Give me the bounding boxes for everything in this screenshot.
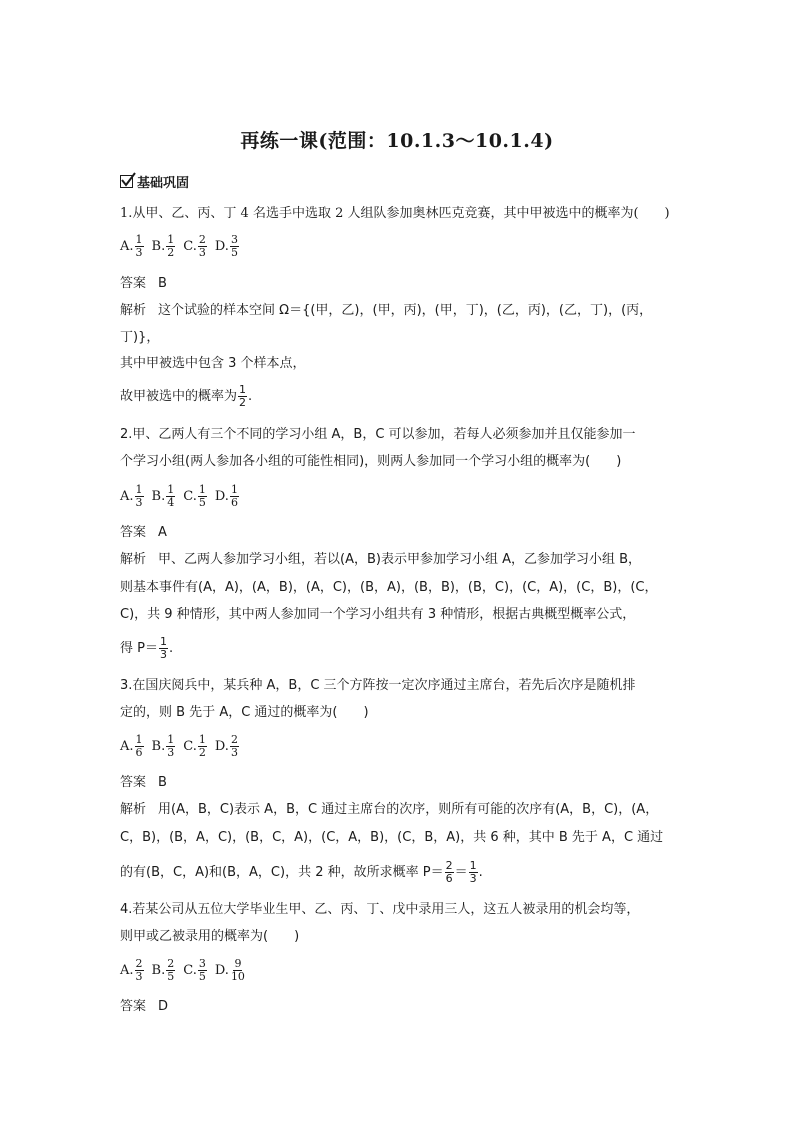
q1-option-d: D. $\frac{3}{5}$ xyxy=(214,233,238,259)
q1-analysis-line-1: 解析 这个试验的样本空间 Ω＝{(甲，乙)，(甲，丙)，(甲，丁)，(乙，丙)，(乙，丁)，(丙， xyxy=(120,303,653,318)
q1-answer: 答案 B xyxy=(120,276,167,291)
q1-option-a: A. $\frac{1}{3}$ xyxy=(120,233,143,259)
q3-option-c: C. $\frac{1}{2}$ xyxy=(183,733,206,759)
q3-answer: 答案 B xyxy=(120,775,167,790)
q4-option-d: D. $\frac{9}{10}$ xyxy=(214,957,245,983)
q1-option-b: B. $\frac{1}{2}$ xyxy=(151,233,175,259)
section-header xyxy=(120,172,189,191)
q3-stem-line-2: 定的，则 B 先于 A，C 通过的概率为( ) xyxy=(120,705,369,720)
q2-analysis-line-1: 解析 甲、乙两人参加学习小组，若以(A，B)表示甲参加学习小组 A，乙参加学习小组 B， xyxy=(120,552,642,567)
q4-option-c: C. $\frac{3}{5}$ xyxy=(183,957,206,983)
q2-option-a: A. $\frac{1}{3}$ xyxy=(120,483,143,509)
q2-stem-line-2: 个学习小组(两人参加各小组的可能性相同)，则两人参加同一个学习小组的概率为( ) xyxy=(120,454,622,469)
q3-analysis-line-1: 解析 用(A，B，C)表示 A，B，C 通过主席台的次序，则所有可能的次序有(A，B，C)，(A， xyxy=(120,802,659,817)
checkbox-checked-icon xyxy=(120,175,133,188)
q4-option-a: A. $\frac{2}{3}$ xyxy=(120,957,143,983)
q2-option-b: B. $\frac{1}{4}$ xyxy=(151,483,175,509)
q2-analysis-line-4: 得 P＝ $\frac{1}{3}$ . xyxy=(120,635,174,661)
q2-analysis-line-3: C)，共 9 种情形，其中两人参加同一个学习小组共有 3 种情形，根据古典概型概率公式， xyxy=(120,607,636,622)
q1-analysis-line-2: 丁)}， xyxy=(120,330,160,345)
q4-options xyxy=(120,958,254,983)
q3-analysis-line-2: C，B)，(B，A，C)，(B，C，A)，(C，A，B)，(C，B，A)，共 6 种，其中 B 先于 A，C 通过 xyxy=(120,830,664,845)
q2-option-d: D. $\frac{1}{6}$ xyxy=(214,483,238,509)
q2-options xyxy=(120,484,247,509)
q1-options xyxy=(120,234,247,259)
q3-option-a: A. $\frac{1}{6}$ xyxy=(120,733,143,759)
q3-option-d: D. $\frac{2}{3}$ xyxy=(214,733,238,759)
q4-option-b: B. $\frac{2}{5}$ xyxy=(151,957,175,983)
q2-option-c: C. $\frac{1}{5}$ xyxy=(183,483,206,509)
q1-option-c: C. $\frac{2}{3}$ xyxy=(183,233,206,259)
q2-answer: 答案 A xyxy=(120,525,167,540)
q4-answer: 答案 D xyxy=(120,999,169,1014)
q4-stem-line-2: 则甲或乙被录用的概率为( ) xyxy=(120,929,300,944)
q3-option-b: B. $\frac{1}{3}$ xyxy=(151,733,175,759)
q1-analysis-line-4: 故甲被选中的概率为 $\frac{1}{2}$ . xyxy=(120,383,253,409)
q1-stem: 1.从甲、乙、丙、丁 4 名选手中选取 2 人组队参加奥林匹克竞赛，其中甲被选中的概率为( ) xyxy=(120,206,670,221)
q3-stem-line-1: 3.在国庆阅兵中，某兵种 A，B，C 三个方阵按一定次序通过主席台，若先后次序是随机排 xyxy=(120,678,636,693)
page-title: 再练一课(范围：10.1.3～10.1.4) xyxy=(240,130,554,152)
q3-options xyxy=(120,734,247,759)
q2-analysis-line-2: 则基本事件有(A，A)，(A，B)，(A，C)，(B，A)，(B，B)，(B，C)，(C，A)，(C，B)，(C， xyxy=(120,580,658,595)
section-label: 基础巩固 xyxy=(137,176,190,191)
q2-stem-line-1: 2.甲、乙两人有三个不同的学习小组 A，B，C 可以参加，若每人必须参加并且仅能参加一 xyxy=(120,427,636,442)
q3-analysis-line-3: 的有(B，C，A)和(B，A，C)，共 2 种，故所求概率 P＝ $\frac{2}{6}$ ＝ $\frac{1}{3}$ . xyxy=(120,859,483,885)
q4-stem-line-1: 4.若某公司从五位大学毕业生甲、乙、丙、丁、戊中录用三人，这五人被录用的机会均等， xyxy=(120,902,640,917)
q1-analysis-line-3: 其中甲被选中包含 3 个样本点， xyxy=(120,356,306,371)
